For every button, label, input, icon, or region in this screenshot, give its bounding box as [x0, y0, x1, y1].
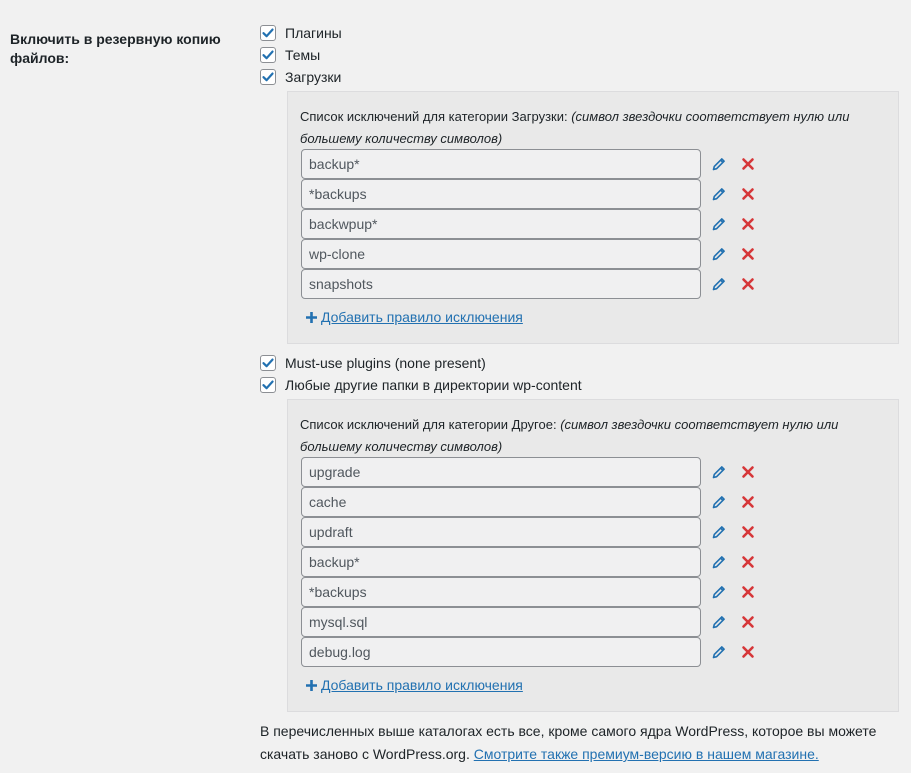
delete-icon[interactable]	[741, 157, 755, 171]
uploads-exclusions-hint: (символ звездочки соответствует нулю или большему количеству символов)	[300, 109, 850, 146]
other-folders-option[interactable]	[260, 375, 582, 395]
delete-icon[interactable]	[741, 585, 755, 599]
plugins-checkbox[interactable]	[260, 25, 276, 41]
exclusion-row	[301, 209, 755, 239]
exclusion-value[interactable]: mysql.sql	[301, 607, 701, 637]
delete-icon[interactable]	[741, 645, 755, 659]
exclusion-value[interactable]: backup*	[301, 547, 701, 577]
delete-icon[interactable]	[741, 615, 755, 629]
mu-plugins-label: Must-use plugins (none present)	[285, 355, 486, 371]
delete-icon[interactable]	[741, 495, 755, 509]
exclusion-row	[301, 487, 755, 517]
exclusion-value[interactable]: updraft	[301, 517, 701, 547]
delete-icon[interactable]	[741, 465, 755, 479]
mu-plugins-checkbox[interactable]	[260, 355, 276, 371]
delete-icon[interactable]	[741, 217, 755, 231]
add-uploads-exclusion[interactable]	[305, 309, 523, 325]
check-icon	[261, 70, 275, 84]
uploads-checkbox[interactable]	[260, 69, 276, 85]
delete-icon[interactable]	[741, 277, 755, 291]
delete-icon[interactable]	[741, 525, 755, 539]
uploads-exclusions-title-prefix: Список исключений для категории Загрузки:	[300, 109, 568, 124]
other-exclusions-hint: (символ звездочки соответствует нулю или большему количеству символов)	[300, 417, 839, 454]
pencil-icon[interactable]	[711, 554, 727, 570]
exclusion-value[interactable]: backup*	[301, 149, 701, 179]
delete-icon[interactable]	[741, 247, 755, 261]
other-folders-label: Любые другие папки в директории wp-content	[285, 377, 582, 393]
pencil-icon[interactable]	[711, 584, 727, 600]
plugins-label: Плагины	[285, 25, 342, 41]
pencil-icon[interactable]	[711, 246, 727, 262]
exclusion-value[interactable]: upgrade	[301, 457, 701, 487]
plus-icon	[305, 679, 318, 692]
mu-plugins-option[interactable]	[260, 353, 486, 373]
plus-icon	[305, 311, 318, 324]
add-other-exclusion[interactable]	[305, 677, 523, 693]
other-exclusions-box	[287, 399, 899, 712]
pencil-icon[interactable]	[711, 644, 727, 660]
pencil-icon[interactable]	[711, 524, 727, 540]
delete-icon[interactable]	[741, 555, 755, 569]
themes-label: Темы	[285, 47, 321, 63]
exclusion-row	[301, 179, 755, 209]
add-exclusion-link[interactable]: Добавить правило исключения	[321, 309, 523, 325]
check-icon	[261, 48, 275, 62]
pencil-icon[interactable]	[711, 186, 727, 202]
pencil-icon[interactable]	[711, 494, 727, 510]
uploads-label: Загрузки	[285, 69, 342, 85]
pencil-icon[interactable]	[711, 156, 727, 172]
include-files-label: Включить в резервную копию файлов:	[10, 31, 221, 66]
exclusion-value[interactable]: *backups	[301, 179, 701, 209]
premium-link[interactable]: Смотрите также премиум-версию в нашем магазине.	[473, 746, 819, 762]
description-note	[260, 720, 900, 766]
exclusion-value[interactable]: cache	[301, 487, 701, 517]
exclusion-row	[301, 577, 755, 607]
exclusion-row	[301, 607, 755, 637]
exclusion-row	[301, 547, 755, 577]
exclusion-row	[301, 269, 755, 299]
exclusion-row	[301, 457, 755, 487]
pencil-icon[interactable]	[711, 614, 727, 630]
themes-checkbox[interactable]	[260, 47, 276, 63]
other-folders-checkbox[interactable]	[260, 377, 276, 393]
check-icon	[261, 26, 275, 40]
exclusion-value[interactable]: wp-clone	[301, 239, 701, 269]
exclusion-row	[301, 637, 755, 667]
plugins-option[interactable]	[260, 23, 342, 43]
exclusion-value[interactable]: debug.log	[301, 637, 701, 667]
other-exclusions-title-prefix: Список исключений для категории Другое:	[300, 417, 557, 432]
uploads-option[interactable]	[260, 67, 341, 87]
uploads-exclusions-title	[300, 106, 890, 150]
exclusion-value[interactable]: backwpup*	[301, 209, 701, 239]
other-exclusions-title	[300, 414, 890, 458]
uploads-exclusions-box	[287, 91, 899, 344]
add-exclusion-link[interactable]: Добавить правило исключения	[321, 677, 523, 693]
pencil-icon[interactable]	[711, 276, 727, 292]
check-icon	[261, 378, 275, 392]
themes-option[interactable]	[260, 45, 320, 65]
exclusion-row	[301, 517, 755, 547]
exclusion-row	[301, 149, 755, 179]
check-icon	[261, 356, 275, 370]
note-text: В перечисленных выше каталогах есть все, кроме самого ядра WordPress, которое вы можете скачать заново с WordPress.org.	[260, 723, 877, 762]
delete-icon[interactable]	[741, 187, 755, 201]
pencil-icon[interactable]	[711, 464, 727, 480]
exclusion-row	[301, 239, 755, 269]
exclusion-value[interactable]: *backups	[301, 577, 701, 607]
pencil-icon[interactable]	[711, 216, 727, 232]
exclusion-value[interactable]: snapshots	[301, 269, 701, 299]
